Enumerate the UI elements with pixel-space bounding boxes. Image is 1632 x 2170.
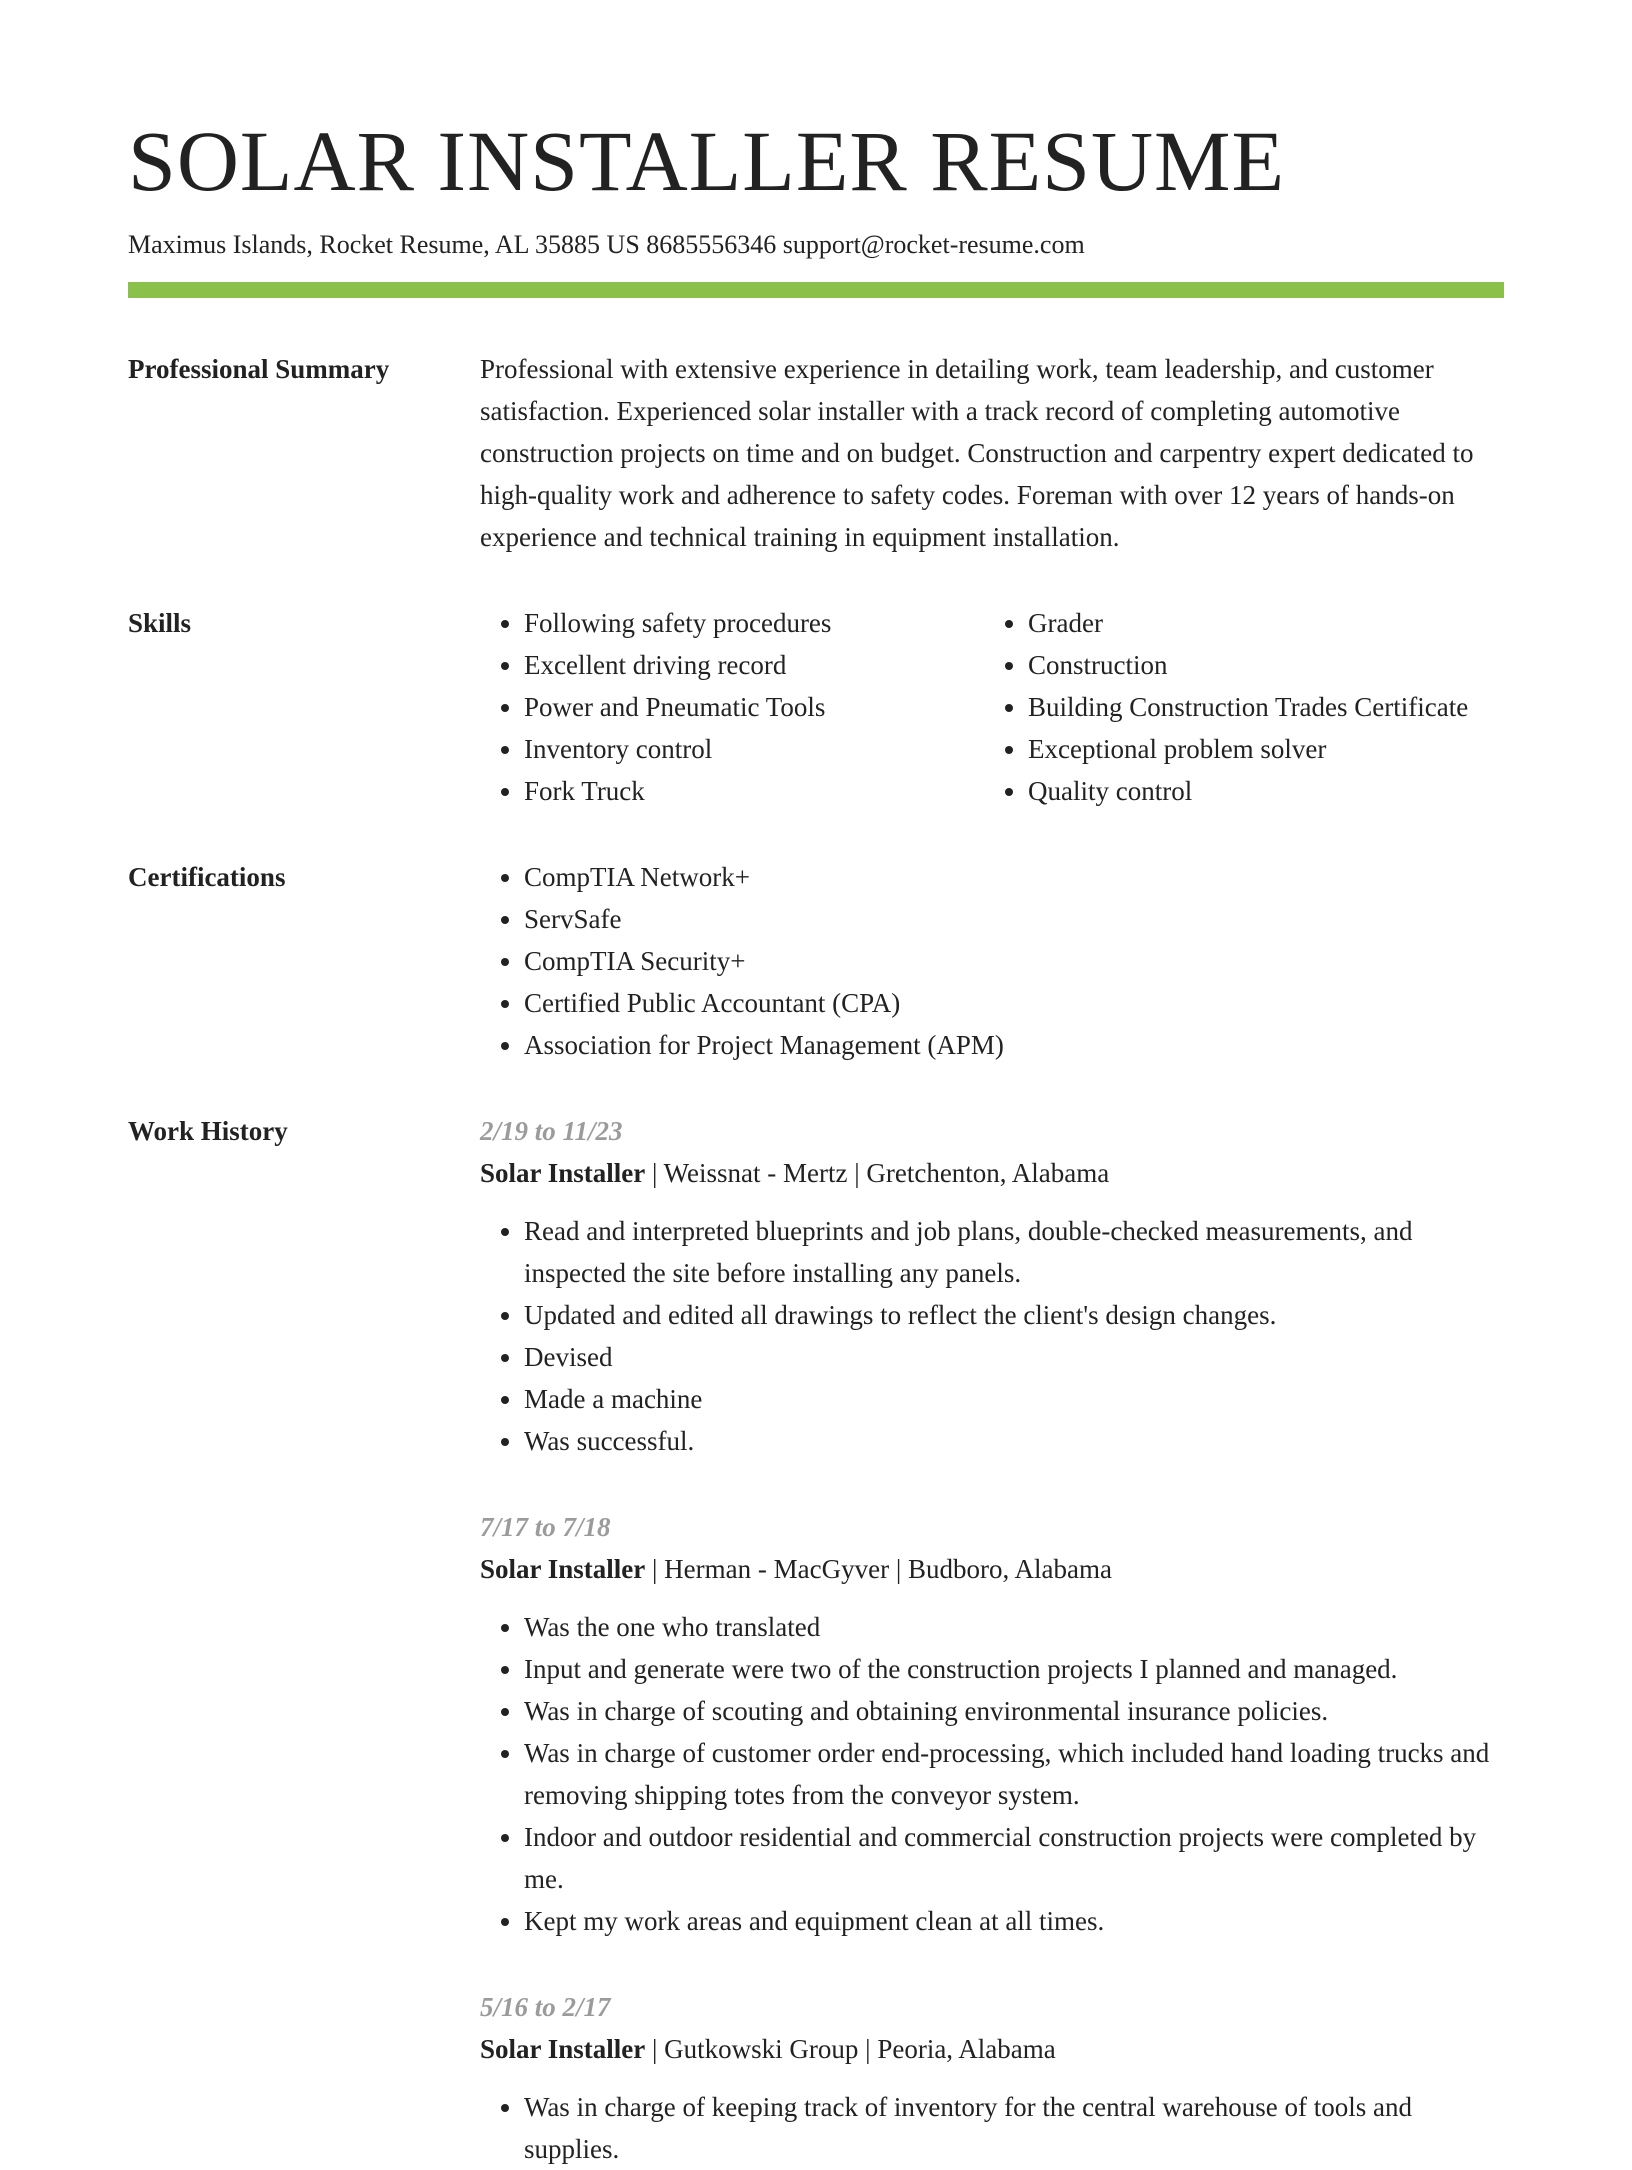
resume-title: SOLAR INSTALLER RESUME — [128, 113, 1286, 209]
skill-item: • Power and Pneumatic Tools — [524, 686, 984, 728]
certification-item: • CompTIA Security+ — [524, 940, 1504, 982]
job-bullet: • Made a machine — [524, 1378, 1504, 1420]
job-heading — [480, 1152, 1504, 1194]
job-bullet: • Kept my work areas and equipment clean at all times. — [524, 1900, 1504, 1942]
job-bullet: • Updated and edited all drawings to reflect the client's design changes. — [524, 1294, 1504, 1336]
skill-item: • Grader — [1028, 602, 1468, 644]
accent-divider — [128, 282, 1504, 298]
job-bullet: • Input and generate were two of the construction projects I planned and managed. — [524, 1648, 1504, 1690]
job-employer-location: | Gutkowski Group | Peoria, Alabama — [645, 2033, 1056, 2064]
job-bullet: • Was the one who translated — [524, 1606, 1504, 1648]
skill-item: • Fork Truck — [524, 770, 984, 812]
contact-line: Maximus Islands, Rocket Resume, AL 35885 US 8685556346 support@rocket-resume.com — [128, 230, 1085, 259]
job-dates: 5/16 to 2/17 — [480, 1991, 611, 2022]
job-entry — [480, 1110, 1504, 1462]
skill-item: • Inventory control — [524, 728, 984, 770]
job-role: Solar Installer — [480, 1157, 646, 1188]
skill-item: • Building Construction Trades Certificate — [1028, 686, 1468, 728]
summary-section — [128, 348, 1504, 558]
certification-item: • ServSafe — [524, 898, 1504, 940]
skill-item: • Following safety procedures — [524, 602, 984, 644]
job-dates: 2/19 to 11/23 — [480, 1115, 623, 1146]
job-bullet: • Was in charge of keeping track of inventory for the central warehouse of tools and supplies. — [524, 2086, 1504, 2170]
job-role: Solar Installer — [480, 1553, 646, 1584]
job-bullet: • Read and interpreted blueprints and job plans, double-checked measurements, and inspected the site before installing any panels. — [524, 1210, 1504, 1294]
job-employer-location: | Herman - MacGyver | Budboro, Alabama — [645, 1553, 1112, 1584]
certifications-list — [480, 856, 1504, 1066]
work-history-section — [128, 1110, 1504, 2170]
job-dates: 7/17 to 7/18 — [480, 1511, 611, 1542]
certification-item: • Association for Project Management (APM) — [524, 1024, 1504, 1066]
section-label-summary: Professional Summary — [128, 353, 390, 384]
section-label-skills: Skills — [128, 607, 192, 638]
job-bullet: • Was in charge of scouting and obtaining environmental insurance policies. — [524, 1690, 1504, 1732]
skill-item: • Construction — [1028, 644, 1468, 686]
job-bullets — [480, 1210, 1504, 1462]
job-bullet: • Was successful. — [524, 1420, 1504, 1462]
job-bullet: • Indoor and outdoor residential and commercial construction projects were completed by me. — [524, 1816, 1504, 1900]
job-bullets — [480, 1606, 1504, 1942]
skills-list-col2 — [984, 602, 1468, 812]
job-role: Solar Installer — [480, 2033, 646, 2064]
job-heading — [480, 2028, 1504, 2070]
job-entry — [480, 1506, 1504, 1942]
job-bullet: • Was in charge of customer order end-processing, which included hand loading trucks and removing shipping totes from the conveyor system. — [524, 1732, 1504, 1816]
section-label-certifications: Certifications — [128, 861, 286, 892]
job-bullets — [480, 2086, 1504, 2170]
certifications-section — [128, 856, 1504, 1066]
skill-item: • Exceptional problem solver — [1028, 728, 1468, 770]
certification-item: • Certified Public Accountant (CPA) — [524, 982, 1504, 1024]
section-label-work-history: Work History — [128, 1115, 288, 1146]
certification-item: • CompTIA Network+ — [524, 856, 1504, 898]
job-heading — [480, 1548, 1504, 1590]
job-entry — [480, 1986, 1504, 2170]
job-employer-location: | Weissnat - Mertz | Gretchenton, Alabama — [645, 1157, 1110, 1188]
resume-page — [128, 113, 1504, 2170]
summary-text: Professional with extensive experience in detailing work, team leadership, and customer satisfaction. Experienced solar installer with a track record of completing automotive construction projects on time and on budget. Construction and carpentry expert dedicated to high-quality work and adherence to safety codes. Foreman with over 12 years of hands-on experience and technical training in equipment installation. — [480, 353, 1474, 552]
job-bullet: • Devised — [524, 1336, 1504, 1378]
skills-section — [128, 602, 1504, 812]
skills-list-col1 — [480, 602, 984, 812]
skill-item: • Quality control — [1028, 770, 1468, 812]
skill-item: • Excellent driving record — [524, 644, 984, 686]
